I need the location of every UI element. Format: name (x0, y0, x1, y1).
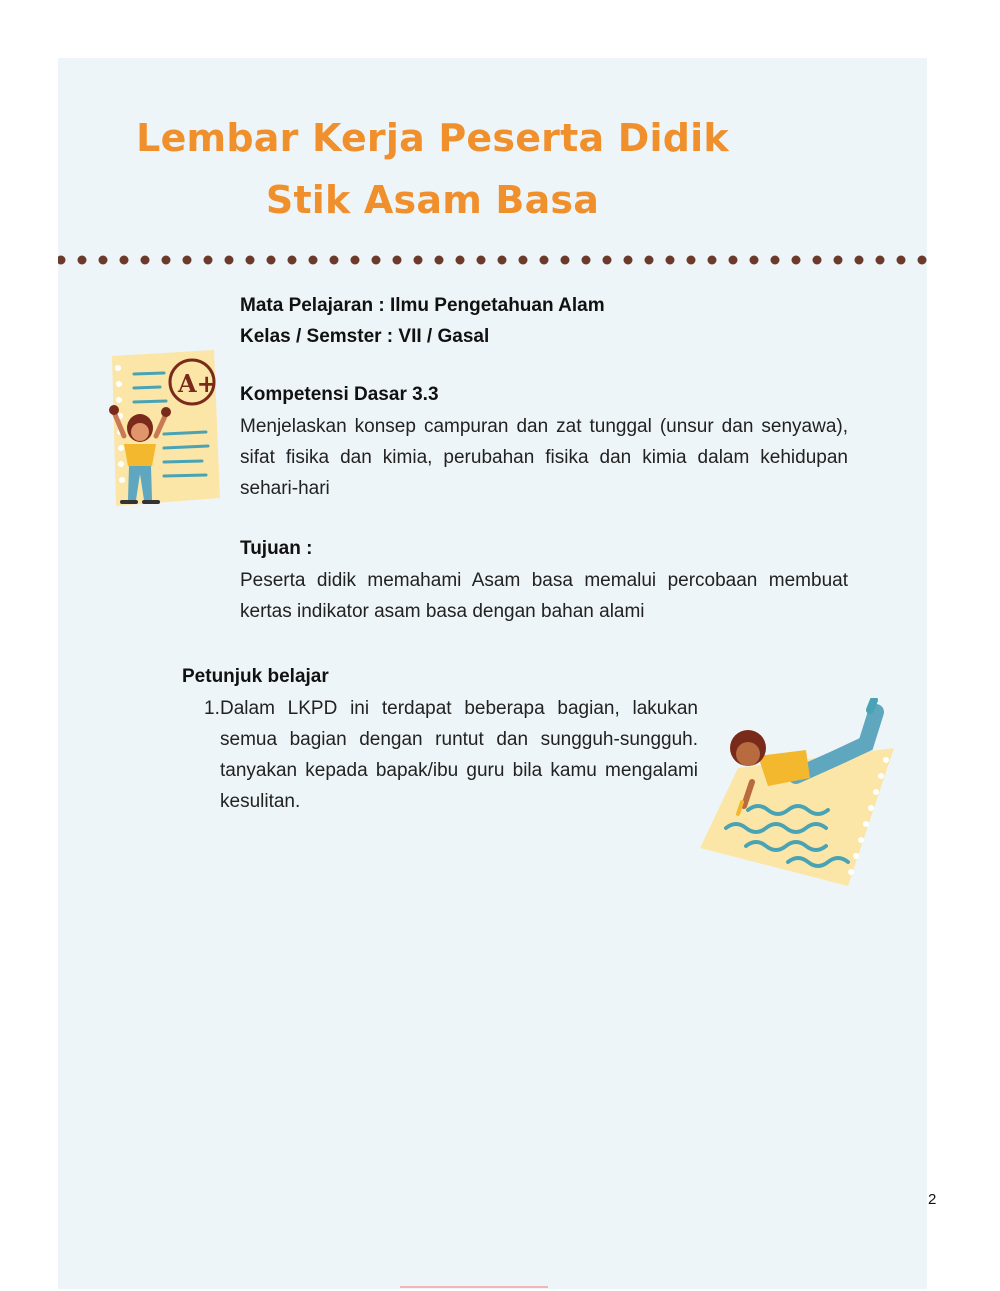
list-item-number: 1. (204, 698, 220, 719)
tujuan-heading: Tujuan : (240, 538, 313, 559)
grade-mark: A+ (178, 369, 217, 398)
tujuan-text: Peserta didik memahami Asam basa memalui percobaan membuat kertas indikator asam basa dengan bahan alami (240, 570, 848, 622)
student-writing-icon (698, 698, 903, 888)
petunjuk-heading: Petunjuk belajar (182, 666, 329, 687)
student-graded-paper-icon (94, 348, 226, 520)
bottom-edge-mark (400, 1286, 548, 1288)
kompetensi-heading: Kompetensi Dasar 3.3 (240, 384, 439, 405)
kompetensi-text: Menjelaskan konsep campuran dan zat tunggal (unsur dan senyawa), sifat fisika dan kimia, perubahan fisika dan kimia dalam kehidupan sehari-hari (240, 416, 848, 499)
title-line-1: Lembar Kerja Peserta Didik (136, 116, 729, 160)
title-line-2: Stik Asam Basa (265, 178, 600, 222)
page-number: 2 (928, 1191, 937, 1208)
subject-line: Mata Pelajaran : Ilmu Pengetahuan Alam (240, 295, 605, 316)
dotted-divider (58, 254, 927, 266)
list-item-text: Dalam LKPD ini terdapat beberapa bagian, lakukan semua bagian dengan runtut dan sungguh-sungguh. tanyakan kepada bapak/ibu guru bila kamu mengalami kesulitan. (220, 698, 698, 812)
class-line: Kelas / Semster : VII / Gasal (240, 326, 490, 347)
worksheet-page (58, 58, 927, 1289)
